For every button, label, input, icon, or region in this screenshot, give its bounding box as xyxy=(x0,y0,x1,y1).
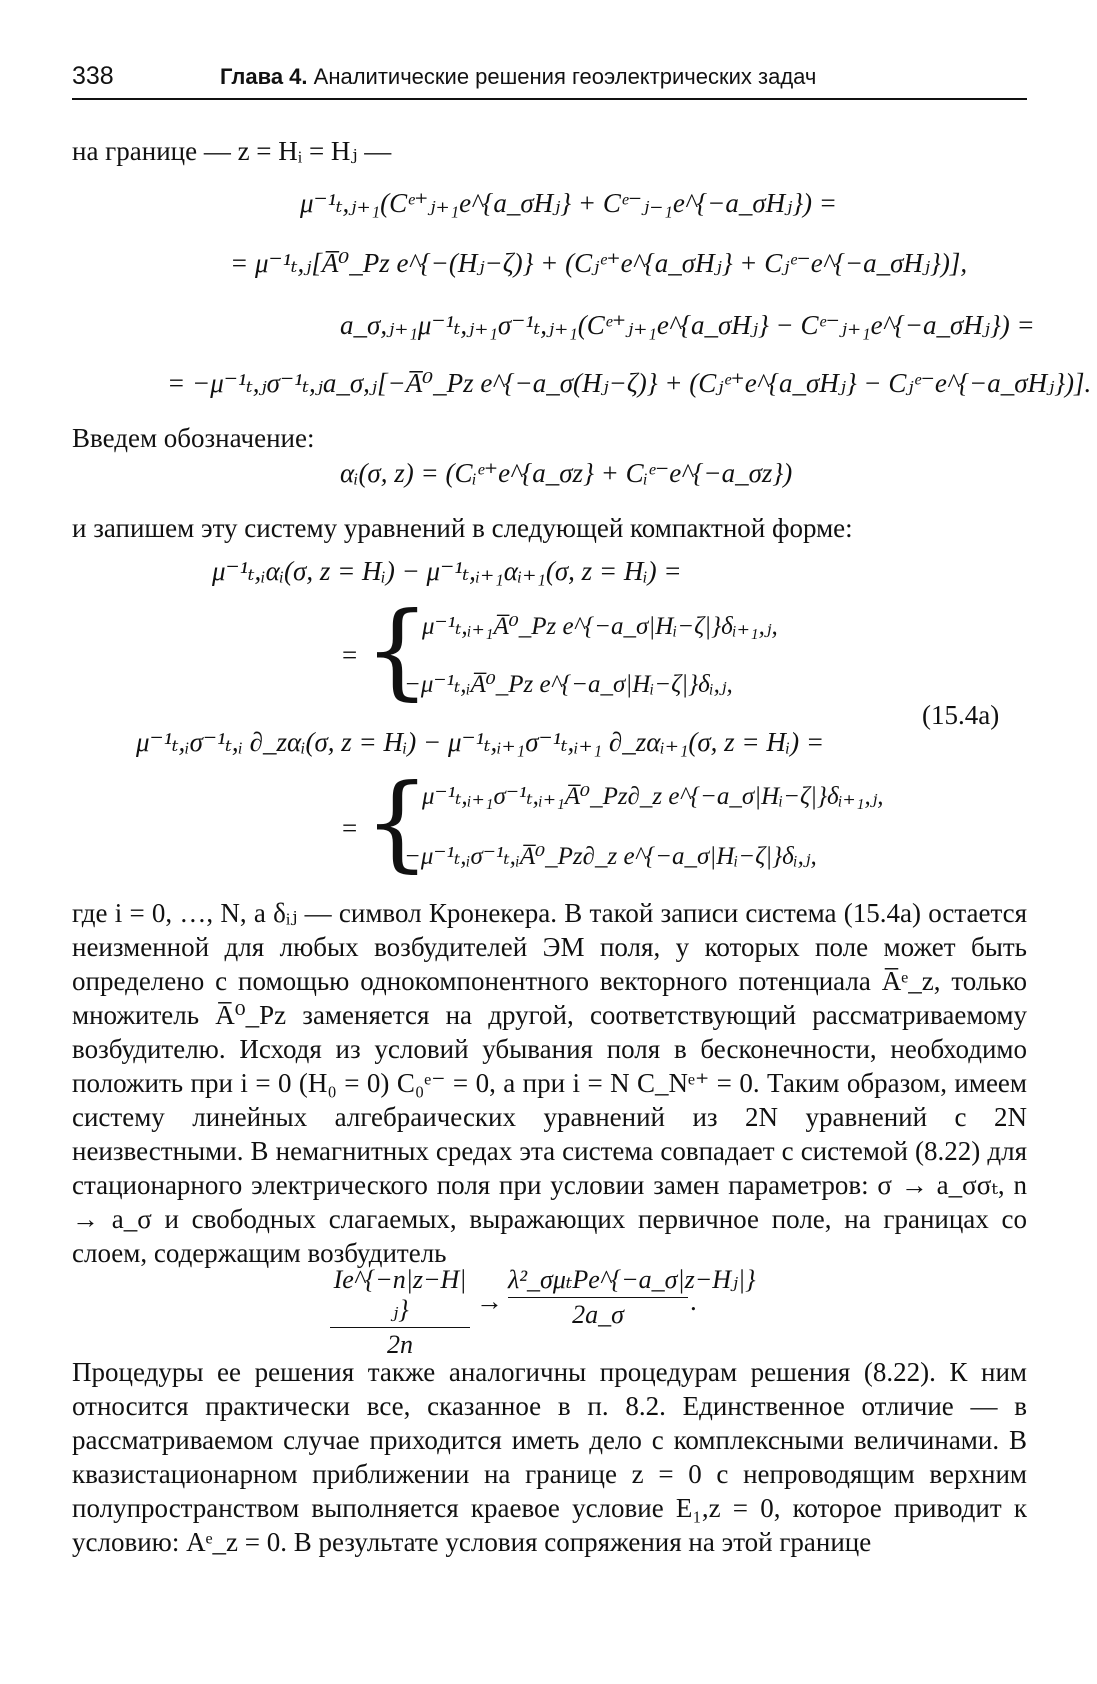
chapter-title: Аналитические решения геоэлектрических задач xyxy=(313,64,817,89)
system-2-brace: { xyxy=(364,761,431,883)
fraction-left-numerator: Ie^{−n|z−H|ⱼ} xyxy=(333,1265,467,1324)
fraction-right-denominator: 2a_σ xyxy=(572,1300,624,1329)
fraction-right xyxy=(508,1265,756,1330)
equation-2-line-2: = −μ⁻¹ₜ,ⱼσ⁻¹ₜ,ⱼa_σ,ⱼ[−A̅⁰_Pz e^{−a_σ(Hⱼ−ζ)} + (Cⱼᵉ⁺e^{a_σHⱼ} − Cⱼᵉ⁻e^{−a_σHⱼ})]. xyxy=(167,368,1092,398)
notation-intro: Введем обозначение: xyxy=(72,423,315,453)
fraction-left-denominator: 2n xyxy=(387,1330,413,1359)
boundary-intro: на границе — z = Hᵢ = Hⱼ — xyxy=(72,136,392,166)
fraction-left xyxy=(330,1265,470,1360)
chapter-heading xyxy=(220,64,816,90)
system-1-brace: { xyxy=(364,589,431,711)
equation-2-line-1: a_σ,ⱼ₊₁μ⁻¹ₜ,ⱼ₊₁σ⁻¹ₜ,ⱼ₊₁(Cᵉ⁺ⱼ₊₁e^{a_σHⱼ} − Cᵉ⁻ⱼ₊₁e^{−a_σHⱼ}) = xyxy=(340,310,1035,340)
page-number: 338 xyxy=(72,62,114,90)
system-2-lhs: μ⁻¹ₜ,ᵢσ⁻¹ₜ,ᵢ ∂_zαᵢ(σ, z = Hᵢ) − μ⁻¹ₜ,ᵢ₊₁σ⁻¹ₜ,ᵢ₊₁ ∂_zαᵢ₊₁(σ, z = Hᵢ) = xyxy=(136,727,825,757)
system-1-lhs: μ⁻¹ₜ,ᵢαᵢ(σ, z = Hᵢ) − μ⁻¹ₜ,ᵢ₊₁αᵢ₊₁(σ, z = Hᵢ) = xyxy=(212,556,682,586)
system-1-case-1: μ⁻¹ₜ,ᵢ₊₁A̅⁰_Pz e^{−a_σ|Hᵢ−ζ|}δᵢ₊₁,ⱼ, xyxy=(422,613,778,640)
equation-1-line-2: = μ⁻¹ₜ,ⱼ[A̅⁰_Pz e^{−(Hⱼ−ζ)} + (Cⱼᵉ⁺e^{a_σHⱼ} + Cⱼᵉ⁻e^{−a_σHⱼ})], xyxy=(230,248,968,278)
running-header xyxy=(72,58,1027,100)
system-2-case-2: −μ⁻¹ₜ,ᵢσ⁻¹ₜ,ᵢA̅⁰_Pz∂_z e^{−a_σ|Hᵢ−ζ|}δᵢ,ⱼ, xyxy=(404,843,817,870)
chapter-label: Глава 4. xyxy=(220,64,308,89)
equation-1-line-1: μ⁻¹ₜ,ⱼ₊₁(Cᵉ⁺ⱼ₊₁e^{a_σHⱼ} + Cᵉ⁻ⱼ₋₁e^{−a_σHⱼ}) = xyxy=(300,188,838,218)
fraction-left-bar xyxy=(330,1327,470,1328)
paragraph-procedure: Процедуры ее решения также аналогичны процедурам решения (8.22). К ним относится практически все, сказанное в п. 8.2. Единственное отличие — в рассматриваемом случае приходится иметь дело с комплексными величинами. В квазистационарном приближении на границе z = 0 с непроводящим верхним полупространством выполняется краевое условие E₁,z = 0, которое приводит к условию: Aᵉ_z = 0. В результате условия сопряжения на этой границе xyxy=(72,1357,1027,1557)
system-1-equals: = xyxy=(342,640,358,670)
system-1-case-2: −μ⁻¹ₜ,ᵢA̅⁰_Pz e^{−a_σ|Hᵢ−ζ|}δᵢ,ⱼ, xyxy=(404,671,733,698)
fraction-period: . xyxy=(690,1286,697,1316)
system-2-equals: = xyxy=(342,813,358,843)
paragraph-where: где i = 0, …, N, а δᵢⱼ — символ Кронекера. В такой записи система (15.4а) остается неизменной для любых возбудителей ЭМ поля, у которых поле может быть определено с помощью однокомпонентного векторного потенциала A̅ᵉ_z, только множитель A̅⁰_Pz заменяется на другой, соответствующий рассматриваемому возбудителю. Исходя из условий убывания поля в бесконечности, необходимо положить при i = 0 (H₀ = 0) C₀ᵉ⁻ = 0, а при i = N C_Nᵉ⁺ = 0. Таким образом, имеем систему линейных алгебраических уравнений из 2N уравнений с 2N неизвестными. В немагнитных средах эта система совпадает с системой (8.22) для стационарного электрического поля при условии замен параметров: σ → a_σσₜ, n → a_σ и свободных слагаемых, выражающих первичное поле, на границах со слоем, содержащим возбудитель xyxy=(72,898,1027,1268)
system-2-case-1: μ⁻¹ₜ,ᵢ₊₁σ⁻¹ₜ,ᵢ₊₁A̅⁰_Pz∂_z e^{−a_σ|Hᵢ−ζ|}δᵢ₊₁,ⱼ, xyxy=(422,783,884,810)
book-page xyxy=(72,58,1092,1557)
fraction-right-numerator: λ²_σμₜPe^{−a_σ|z−Hⱼ|} xyxy=(508,1265,756,1294)
alpha-definition: αᵢ(σ, z) = (Cᵢᵉ⁺e^{a_σz} + Cᵢᵉ⁻e^{−a_σz}) xyxy=(340,458,793,488)
mapping-arrow: → xyxy=(476,1286,503,1316)
equation-number: (15.4a) xyxy=(922,700,1000,730)
fraction-right-bar xyxy=(508,1297,688,1298)
compact-form-intro: и запишем эту систему уравнений в следующей компактной форме: xyxy=(72,513,853,543)
